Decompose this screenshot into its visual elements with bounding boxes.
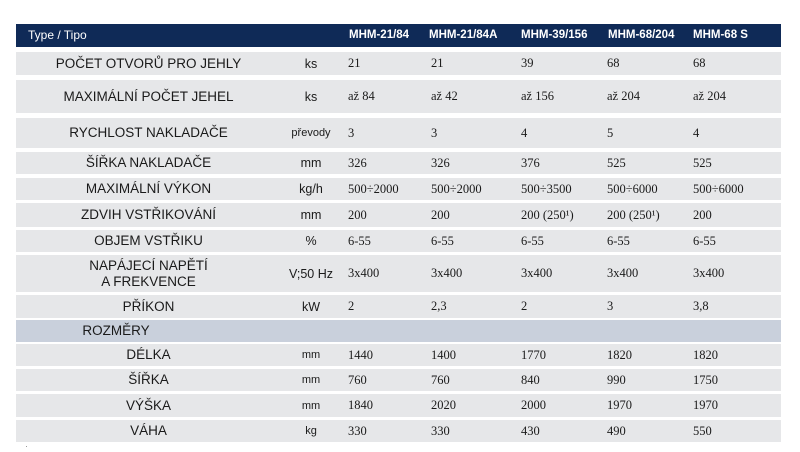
row-value: 490 [607, 423, 626, 438]
row-value: 1750 [693, 372, 718, 387]
stray-mark [26, 446, 27, 447]
row-unit: mm [301, 374, 321, 386]
section-row [16, 320, 781, 342]
model-header: MHM-68 S [693, 29, 748, 41]
row-value: 1400 [431, 347, 456, 362]
table-row [16, 178, 781, 200]
row-value: 1820 [607, 347, 632, 362]
row-value: 200 [693, 207, 712, 222]
row-value: 500÷3500 [521, 181, 572, 196]
row-unit: % [305, 234, 317, 248]
row-unit: V;50 Hz [288, 266, 333, 281]
row-value: 2000 [521, 398, 546, 412]
row-label: DÉLKA [126, 347, 171, 362]
table-row [16, 295, 781, 318]
row-value: 760 [348, 372, 367, 387]
row-value: 1820 [693, 347, 718, 362]
table-row [16, 344, 781, 366]
row-value: 2020 [431, 398, 456, 412]
row-unit: ks [304, 89, 318, 104]
row-label: OBJEM VSTŘIKU [94, 233, 203, 248]
row-value: 3x400 [348, 266, 380, 280]
model-header: MHM-39/156 [521, 29, 588, 41]
row-value: 840 [521, 372, 540, 387]
row-value: 200 (250¹) [607, 207, 660, 222]
row-value: 990 [607, 372, 626, 387]
row-value: 430 [521, 423, 540, 438]
row-value: 525 [693, 155, 712, 170]
row-value: 500÷6000 [607, 181, 658, 196]
table-row [16, 152, 781, 174]
row-value: 760 [431, 372, 450, 387]
row-unit: kW [301, 299, 321, 314]
table-row [16, 255, 781, 292]
table-row [16, 420, 781, 442]
header-title: Type / Tipo [28, 28, 87, 42]
row-value: 3 [348, 125, 355, 140]
row-value: 5 [607, 125, 614, 140]
row-value: 550 [693, 423, 712, 438]
table-row [16, 230, 781, 252]
row-value: 500÷6000 [693, 181, 744, 196]
row-value: 376 [521, 155, 540, 170]
row-value: až 42 [431, 89, 458, 103]
row-value: 525 [607, 155, 626, 170]
row-label: ŠÍŘKA [128, 372, 169, 387]
row-unit: mm [301, 349, 321, 361]
row-value: až 204 [693, 89, 726, 103]
row-value: 330 [348, 423, 367, 438]
row-unit: mm [300, 208, 322, 222]
row-value: 1970 [693, 398, 718, 412]
row-value: 200 [431, 207, 450, 222]
table-header [16, 24, 781, 47]
row-value: 3x400 [607, 266, 639, 280]
row-label: ZDVIH VSTŘIKOVÁNÍ [80, 207, 217, 222]
row-value: 3 [607, 299, 614, 313]
row-value: 3x400 [521, 266, 553, 280]
row-value: 39 [521, 56, 534, 70]
model-header: MHM-21/84 [349, 29, 410, 41]
row-label: NAPÁJECÍ NAPĚTÍ A FREKVENCE [89, 257, 208, 289]
row-label: RYCHLOST NAKLADAČE [69, 125, 228, 140]
row-value: 1770 [521, 347, 546, 362]
row-unit: mm [301, 399, 321, 412]
row-unit: ks [304, 56, 318, 71]
row-label: ŠÍŘKA NAKLADAČE [85, 155, 212, 170]
row-value: 3,8 [693, 299, 709, 313]
row-value: 6-55 [431, 233, 454, 248]
row-value: 4 [521, 125, 528, 140]
table-row [16, 52, 781, 75]
row-label: ROZMĚRY [82, 323, 150, 338]
table-row [16, 203, 781, 227]
row-value: 1840 [348, 398, 373, 412]
row-label: VÝŠKA [125, 397, 172, 413]
row-value: 68 [607, 56, 620, 70]
row-value: 6-55 [348, 233, 371, 248]
row-value: 500÷2000 [431, 181, 482, 196]
row-value: 3 [431, 125, 438, 140]
row-value: 3x400 [693, 266, 725, 280]
row-value: 6-55 [693, 233, 716, 248]
row-value: 6-55 [521, 233, 544, 248]
table-row [16, 369, 781, 391]
model-header: MHM-21/84A [429, 29, 498, 41]
model-header: MHM-68/204 [608, 29, 675, 41]
row-value: 6-55 [607, 233, 630, 248]
row-unit: kg/h [299, 182, 323, 196]
row-value: 68 [693, 56, 706, 70]
row-label: POČET OTVORŮ PRO JEHLY [55, 55, 242, 71]
row-unit: převody [291, 127, 331, 139]
row-value: 1440 [348, 347, 373, 362]
row-unit [281, 320, 341, 342]
row-value: 4 [693, 125, 700, 140]
row-label: MAXIMÁLNÍ VÝKON [85, 181, 212, 196]
table-row [16, 80, 781, 113]
row-value: 2 [521, 299, 528, 313]
row-label: VÁHA [130, 423, 167, 438]
row-value: až 84 [348, 89, 375, 103]
table-row [16, 394, 781, 417]
row-unit: kg [305, 425, 317, 437]
row-value: 330 [431, 423, 450, 438]
row-value: 21 [431, 56, 444, 70]
row-value: 200 [348, 207, 367, 222]
row-value: 2,3 [431, 299, 447, 313]
row-value: až 156 [521, 89, 554, 103]
row-value: 1970 [607, 398, 632, 412]
row-value: 326 [431, 155, 450, 170]
table-row [16, 118, 781, 148]
row-value: 3x400 [431, 266, 463, 280]
row-value: až 204 [607, 89, 640, 103]
row-value: 21 [348, 56, 361, 70]
row-value: 326 [348, 155, 367, 170]
row-label: MAXIMÁLNÍ POČET JEHEL [63, 88, 234, 104]
row-value: 500÷2000 [348, 181, 399, 196]
row-value: 200 (250¹) [521, 207, 574, 222]
row-value: 2 [348, 299, 355, 313]
row-label: PŘÍKON [122, 298, 175, 314]
row-unit: mm [300, 156, 322, 170]
